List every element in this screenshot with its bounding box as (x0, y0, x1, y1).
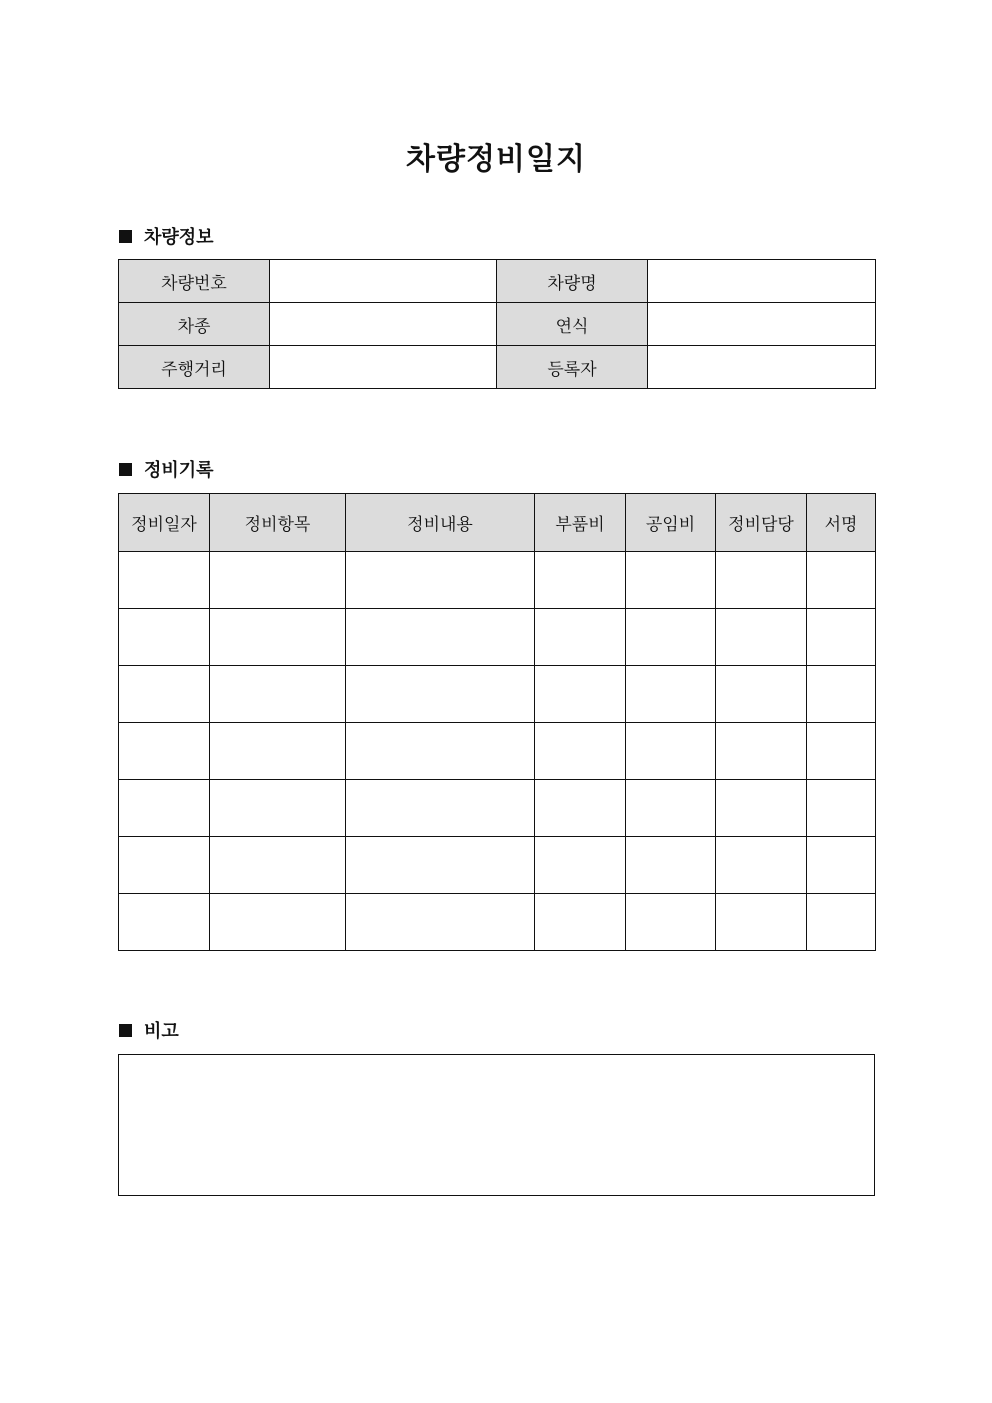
table-cell[interactable] (535, 666, 626, 723)
table-cell[interactable] (346, 780, 535, 837)
column-header: 정비내용 (346, 494, 535, 552)
registrant-field[interactable] (648, 346, 876, 389)
table-cell[interactable] (210, 552, 346, 609)
table-cell[interactable] (210, 609, 346, 666)
table-cell[interactable] (535, 723, 626, 780)
table-cell[interactable] (346, 723, 535, 780)
column-header: 정비일자 (119, 494, 210, 552)
table-cell[interactable] (119, 723, 210, 780)
table-cell[interactable] (535, 552, 626, 609)
column-header: 부품비 (535, 494, 626, 552)
table-row (119, 837, 876, 894)
table-cell[interactable] (626, 894, 716, 951)
section-heading: 비고 (144, 1021, 179, 1042)
table-cell[interactable] (119, 552, 210, 609)
table-cell[interactable] (807, 723, 876, 780)
table-cell[interactable] (346, 837, 535, 894)
table-cell[interactable] (210, 894, 346, 951)
section-remarks (119, 1017, 179, 1043)
table-row (119, 780, 876, 837)
vehicle-name-field[interactable] (648, 260, 876, 303)
table-row (119, 552, 876, 609)
field-label: 등록자 (497, 346, 648, 389)
square-bullet-icon (119, 1024, 132, 1037)
table-cell[interactable] (807, 837, 876, 894)
field-label: 차량명 (497, 260, 648, 303)
table-cell[interactable] (626, 723, 716, 780)
table-cell[interactable] (626, 780, 716, 837)
table-cell[interactable] (716, 666, 807, 723)
column-header: 정비항목 (210, 494, 346, 552)
table-cell[interactable] (346, 894, 535, 951)
mileage-field[interactable] (270, 346, 497, 389)
field-label: 차량번호 (119, 260, 270, 303)
document-title: 차량정비일지 (406, 142, 586, 177)
table-cell[interactable] (535, 780, 626, 837)
table-cell[interactable] (210, 780, 346, 837)
maintenance-records-table (118, 493, 876, 951)
table-cell[interactable] (346, 552, 535, 609)
remarks-box[interactable] (118, 1054, 875, 1196)
table-row (119, 303, 876, 346)
table-cell[interactable] (626, 552, 716, 609)
table-cell[interactable] (807, 894, 876, 951)
field-label: 차종 (119, 303, 270, 346)
table-cell[interactable] (119, 666, 210, 723)
table-cell[interactable] (807, 609, 876, 666)
table-cell[interactable] (716, 552, 807, 609)
table-cell[interactable] (716, 780, 807, 837)
table-cell[interactable] (807, 666, 876, 723)
column-header: 공임비 (626, 494, 716, 552)
table-row (119, 346, 876, 389)
table-cell[interactable] (716, 723, 807, 780)
table-cell[interactable] (626, 837, 716, 894)
table-row (119, 723, 876, 780)
table-row (119, 894, 876, 951)
table-row (119, 609, 876, 666)
table-cell[interactable] (210, 837, 346, 894)
table-row (119, 666, 876, 723)
square-bullet-icon (119, 463, 132, 476)
table-cell[interactable] (210, 666, 346, 723)
table-cell[interactable] (119, 780, 210, 837)
column-header: 서명 (807, 494, 876, 552)
table-row (119, 260, 876, 303)
table-cell[interactable] (716, 609, 807, 666)
table-cell[interactable] (626, 666, 716, 723)
table-cell[interactable] (716, 894, 807, 951)
table-cell[interactable] (807, 780, 876, 837)
square-bullet-icon (119, 230, 132, 243)
field-label: 연식 (497, 303, 648, 346)
table-cell[interactable] (716, 837, 807, 894)
table-cell[interactable] (346, 609, 535, 666)
table-cell[interactable] (119, 894, 210, 951)
table-cell[interactable] (119, 609, 210, 666)
section-heading: 정비기록 (144, 460, 214, 481)
column-header: 정비담당 (716, 494, 807, 552)
header-row (119, 494, 876, 552)
vehicle-number-field[interactable] (270, 260, 497, 303)
section-maintenance-records (119, 456, 214, 482)
table-cell[interactable] (626, 609, 716, 666)
vehicle-type-field[interactable] (270, 303, 497, 346)
vehicle-info-table (118, 259, 876, 389)
table-cell[interactable] (807, 552, 876, 609)
section-heading: 차량정보 (144, 227, 214, 248)
field-label: 주행거리 (119, 346, 270, 389)
table-cell[interactable] (535, 609, 626, 666)
table-cell[interactable] (210, 723, 346, 780)
table-cell[interactable] (119, 837, 210, 894)
table-cell[interactable] (535, 894, 626, 951)
table-cell[interactable] (346, 666, 535, 723)
section-vehicle-info (119, 223, 214, 249)
table-cell[interactable] (535, 837, 626, 894)
model-year-field[interactable] (648, 303, 876, 346)
